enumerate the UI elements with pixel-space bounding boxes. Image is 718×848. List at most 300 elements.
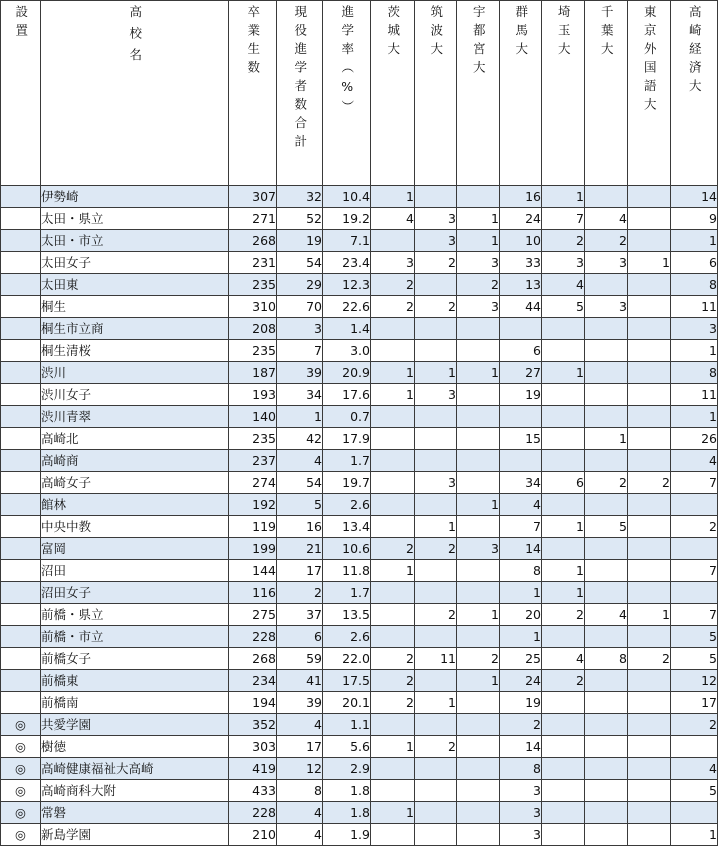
cell-tufs	[628, 274, 671, 296]
cell-ibaraki	[371, 626, 415, 648]
cell-total: 39	[277, 692, 323, 714]
cell-gunma: 8	[500, 758, 542, 780]
cell-total: 4	[277, 714, 323, 736]
cell-ibaraki: 2	[371, 538, 415, 560]
cell-rate: 20.9	[323, 362, 371, 384]
table-row	[1, 296, 718, 318]
col-header-total-text: 現役進学者数合計	[292, 5, 308, 153]
cell-total: 59	[277, 648, 323, 670]
cell-ibaraki: 2	[371, 648, 415, 670]
cell-gunma: 24	[500, 670, 542, 692]
cell-gunma: 4	[500, 494, 542, 516]
cell-chiba	[585, 494, 628, 516]
cell-utsunomiya: 1	[457, 494, 500, 516]
cell-ibaraki	[371, 516, 415, 538]
col-header-school-name	[41, 1, 229, 186]
cell-tufs	[628, 538, 671, 560]
cell-setchi	[1, 362, 41, 384]
cell-rate: 2.9	[323, 758, 371, 780]
cell-school-name: 前橋女子	[41, 648, 229, 670]
cell-graduates: 310	[229, 296, 277, 318]
cell-tufs	[628, 384, 671, 406]
cell-setchi	[1, 406, 41, 428]
cell-total: 4	[277, 824, 323, 846]
cell-tufs	[628, 406, 671, 428]
cell-saitama: 4	[542, 648, 585, 670]
cell-saitama	[542, 450, 585, 472]
cell-saitama	[542, 384, 585, 406]
cell-setchi: ◎	[1, 824, 41, 846]
cell-setchi	[1, 340, 41, 362]
cell-school-name: 渋川青翠	[41, 406, 229, 428]
col-header-tufs	[628, 1, 671, 186]
col-header-setchi	[1, 1, 41, 186]
cell-utsunomiya	[457, 428, 500, 450]
cell-total: 3	[277, 318, 323, 340]
cell-total: 2	[277, 582, 323, 604]
cell-tufs	[628, 758, 671, 780]
cell-saitama: 6	[542, 472, 585, 494]
cell-gunma: 8	[500, 560, 542, 582]
cell-utsunomiya	[457, 186, 500, 208]
cell-total: 34	[277, 384, 323, 406]
cell-rate: 1.4	[323, 318, 371, 340]
cell-graduates: 237	[229, 450, 277, 472]
cell-setchi	[1, 604, 41, 626]
cell-setchi: ◎	[1, 758, 41, 780]
cell-school-name: 高崎商科大附	[41, 780, 229, 802]
cell-school-name: 渋川女子	[41, 384, 229, 406]
cell-total: 29	[277, 274, 323, 296]
cell-gunma	[500, 318, 542, 340]
cell-graduates: 116	[229, 582, 277, 604]
cell-tsukuba	[415, 428, 457, 450]
cell-tufs	[628, 318, 671, 340]
cell-tsukuba	[415, 494, 457, 516]
cell-tufs	[628, 186, 671, 208]
cell-saitama: 4	[542, 274, 585, 296]
cell-ibaraki	[371, 230, 415, 252]
col-header-graduates-text: 卒業生数	[245, 5, 261, 79]
cell-chiba	[585, 560, 628, 582]
cell-ibaraki: 2	[371, 670, 415, 692]
cell-rate: 7.1	[323, 230, 371, 252]
cell-school-name: 渋川	[41, 362, 229, 384]
cell-total: 16	[277, 516, 323, 538]
table-row	[1, 802, 718, 824]
cell-utsunomiya	[457, 802, 500, 824]
cell-setchi	[1, 296, 41, 318]
col-header-chiba-text: 千葉大	[599, 5, 615, 61]
cell-chiba	[585, 186, 628, 208]
cell-utsunomiya: 1	[457, 670, 500, 692]
cell-tsukuba: 2	[415, 736, 457, 758]
cell-rate: 19.2	[323, 208, 371, 230]
cell-school-name: 新島学園	[41, 824, 229, 846]
cell-chiba	[585, 802, 628, 824]
cell-chiba: 8	[585, 648, 628, 670]
cell-graduates: 271	[229, 208, 277, 230]
cell-takasaki-keizai: 8	[671, 274, 718, 296]
cell-takasaki-keizai	[671, 582, 718, 604]
cell-ibaraki: 1	[371, 560, 415, 582]
cell-graduates: 268	[229, 230, 277, 252]
cell-setchi	[1, 560, 41, 582]
cell-setchi	[1, 318, 41, 340]
cell-rate: 20.1	[323, 692, 371, 714]
cell-graduates: 187	[229, 362, 277, 384]
cell-ibaraki	[371, 582, 415, 604]
cell-chiba: 1	[585, 428, 628, 450]
cell-ibaraki: 1	[371, 186, 415, 208]
cell-chiba: 3	[585, 252, 628, 274]
table-row	[1, 648, 718, 670]
cell-takasaki-keizai: 11	[671, 296, 718, 318]
table-row	[1, 318, 718, 340]
cell-tsukuba: 3	[415, 472, 457, 494]
cell-gunma: 34	[500, 472, 542, 494]
cell-setchi: ◎	[1, 714, 41, 736]
cell-ibaraki	[371, 780, 415, 802]
cell-total: 70	[277, 296, 323, 318]
cell-tufs	[628, 428, 671, 450]
cell-utsunomiya	[457, 824, 500, 846]
cell-total: 8	[277, 780, 323, 802]
cell-tsukuba	[415, 626, 457, 648]
cell-graduates: 192	[229, 494, 277, 516]
cell-rate: 3.0	[323, 340, 371, 362]
cell-gunma: 1	[500, 626, 542, 648]
table-row	[1, 692, 718, 714]
cell-takasaki-keizai	[671, 736, 718, 758]
cell-tufs	[628, 582, 671, 604]
cell-utsunomiya	[457, 780, 500, 802]
cell-ibaraki: 4	[371, 208, 415, 230]
cell-tsukuba	[415, 406, 457, 428]
table-row	[1, 714, 718, 736]
cell-saitama: 2	[542, 670, 585, 692]
cell-gunma: 15	[500, 428, 542, 450]
cell-setchi	[1, 428, 41, 450]
cell-ibaraki	[371, 406, 415, 428]
cell-tsukuba: 1	[415, 362, 457, 384]
cell-saitama: 2	[542, 230, 585, 252]
cell-gunma: 13	[500, 274, 542, 296]
cell-ibaraki	[371, 472, 415, 494]
col-header-rate	[323, 1, 371, 186]
cell-setchi	[1, 626, 41, 648]
col-header-total	[277, 1, 323, 186]
cell-utsunomiya	[457, 736, 500, 758]
cell-graduates: 307	[229, 186, 277, 208]
cell-ibaraki: 1	[371, 362, 415, 384]
col-header-chiba	[585, 1, 628, 186]
table-row	[1, 604, 718, 626]
cell-total: 52	[277, 208, 323, 230]
cell-tsukuba	[415, 340, 457, 362]
cell-chiba	[585, 736, 628, 758]
cell-utsunomiya: 3	[457, 538, 500, 560]
cell-setchi	[1, 230, 41, 252]
cell-tsukuba	[415, 186, 457, 208]
cell-gunma: 20	[500, 604, 542, 626]
cell-utsunomiya	[457, 516, 500, 538]
cell-graduates: 199	[229, 538, 277, 560]
table-row	[1, 560, 718, 582]
table-row	[1, 362, 718, 384]
cell-takasaki-keizai: 1	[671, 406, 718, 428]
cell-takasaki-keizai: 2	[671, 516, 718, 538]
cell-chiba	[585, 714, 628, 736]
cell-school-name: 桐生	[41, 296, 229, 318]
cell-chiba	[585, 384, 628, 406]
cell-tufs	[628, 692, 671, 714]
cell-ibaraki	[371, 714, 415, 736]
cell-graduates: 208	[229, 318, 277, 340]
cell-school-name: 富岡	[41, 538, 229, 560]
cell-utsunomiya: 2	[457, 648, 500, 670]
table-row	[1, 516, 718, 538]
cell-rate: 0.7	[323, 406, 371, 428]
cell-utsunomiya	[457, 560, 500, 582]
cell-saitama	[542, 692, 585, 714]
cell-saitama	[542, 802, 585, 824]
cell-tufs	[628, 626, 671, 648]
cell-tsukuba	[415, 714, 457, 736]
cell-tufs	[628, 736, 671, 758]
col-header-tsukuba-text: 筑波大	[428, 5, 444, 61]
cell-saitama	[542, 714, 585, 736]
cell-school-name: 前橋・県立	[41, 604, 229, 626]
cell-utsunomiya: 1	[457, 230, 500, 252]
cell-utsunomiya	[457, 406, 500, 428]
cell-chiba	[585, 318, 628, 340]
cell-chiba	[585, 670, 628, 692]
cell-graduates: 433	[229, 780, 277, 802]
cell-graduates: 228	[229, 626, 277, 648]
col-header-graduates	[229, 1, 277, 186]
cell-ibaraki	[371, 340, 415, 362]
cell-takasaki-keizai: 17	[671, 692, 718, 714]
cell-graduates: 231	[229, 252, 277, 274]
cell-total: 54	[277, 472, 323, 494]
cell-school-name: 樹徳	[41, 736, 229, 758]
cell-chiba	[585, 274, 628, 296]
cell-rate: 10.4	[323, 186, 371, 208]
cell-utsunomiya	[457, 384, 500, 406]
cell-school-name: 館林	[41, 494, 229, 516]
cell-setchi	[1, 582, 41, 604]
col-header-gunma-text: 群馬大	[513, 5, 529, 61]
cell-school-name: 沼田女子	[41, 582, 229, 604]
cell-chiba	[585, 406, 628, 428]
cell-tsukuba	[415, 274, 457, 296]
cell-saitama: 2	[542, 604, 585, 626]
cell-rate: 19.7	[323, 472, 371, 494]
cell-tufs	[628, 516, 671, 538]
cell-gunma: 25	[500, 648, 542, 670]
cell-total: 17	[277, 736, 323, 758]
cell-takasaki-keizai: 1	[671, 230, 718, 252]
cell-takasaki-keizai: 5	[671, 648, 718, 670]
cell-utsunomiya	[457, 714, 500, 736]
table-row	[1, 626, 718, 648]
cell-school-name: 高崎女子	[41, 472, 229, 494]
cell-ibaraki	[371, 450, 415, 472]
cell-utsunomiya	[457, 318, 500, 340]
cell-utsunomiya	[457, 692, 500, 714]
cell-saitama	[542, 736, 585, 758]
cell-setchi	[1, 538, 41, 560]
table-row	[1, 450, 718, 472]
cell-tsukuba: 3	[415, 230, 457, 252]
cell-total: 37	[277, 604, 323, 626]
cell-chiba	[585, 626, 628, 648]
cell-setchi	[1, 274, 41, 296]
table-row	[1, 472, 718, 494]
cell-takasaki-keizai: 7	[671, 560, 718, 582]
cell-setchi	[1, 670, 41, 692]
cell-school-name: 太田東	[41, 274, 229, 296]
cell-utsunomiya	[457, 472, 500, 494]
cell-school-name: 高崎商	[41, 450, 229, 472]
table-row	[1, 274, 718, 296]
cell-tsukuba: 1	[415, 692, 457, 714]
col-header-takasaki-keizai	[671, 1, 718, 186]
cell-utsunomiya: 1	[457, 604, 500, 626]
cell-gunma: 10	[500, 230, 542, 252]
cell-ibaraki	[371, 494, 415, 516]
table-row	[1, 670, 718, 692]
cell-utsunomiya	[457, 582, 500, 604]
cell-tsukuba	[415, 824, 457, 846]
cell-setchi: ◎	[1, 802, 41, 824]
cell-setchi	[1, 252, 41, 274]
table-row	[1, 340, 718, 362]
cell-chiba: 2	[585, 472, 628, 494]
cell-school-name: 前橋東	[41, 670, 229, 692]
cell-graduates: 274	[229, 472, 277, 494]
table-row	[1, 780, 718, 802]
cell-gunma: 24	[500, 208, 542, 230]
cell-rate: 1.9	[323, 824, 371, 846]
cell-setchi: ◎	[1, 736, 41, 758]
cell-total: 19	[277, 230, 323, 252]
cell-gunma: 44	[500, 296, 542, 318]
cell-rate: 17.5	[323, 670, 371, 692]
cell-total: 4	[277, 450, 323, 472]
cell-rate: 17.9	[323, 428, 371, 450]
cell-rate: 12.3	[323, 274, 371, 296]
cell-gunma: 6	[500, 340, 542, 362]
cell-gunma: 1	[500, 582, 542, 604]
cell-graduates: 140	[229, 406, 277, 428]
cell-saitama: 1	[542, 560, 585, 582]
cell-saitama	[542, 626, 585, 648]
cell-ibaraki: 2	[371, 296, 415, 318]
cell-total: 1	[277, 406, 323, 428]
cell-tsukuba	[415, 758, 457, 780]
header-row	[1, 1, 718, 186]
cell-takasaki-keizai: 4	[671, 758, 718, 780]
cell-total: 4	[277, 802, 323, 824]
cell-school-name: 太田・県立	[41, 208, 229, 230]
cell-graduates: 234	[229, 670, 277, 692]
cell-takasaki-keizai	[671, 494, 718, 516]
cell-tufs	[628, 560, 671, 582]
cell-graduates: 352	[229, 714, 277, 736]
col-header-saitama	[542, 1, 585, 186]
cell-rate: 22.0	[323, 648, 371, 670]
cell-saitama	[542, 780, 585, 802]
cell-school-name: 伊勢崎	[41, 186, 229, 208]
cell-saitama	[542, 340, 585, 362]
cell-total: 39	[277, 362, 323, 384]
cell-tsukuba: 2	[415, 252, 457, 274]
cell-utsunomiya: 3	[457, 252, 500, 274]
table-row	[1, 428, 718, 450]
cell-saitama	[542, 758, 585, 780]
cell-tufs: 1	[628, 604, 671, 626]
cell-school-name: 前橋・市立	[41, 626, 229, 648]
cell-gunma: 2	[500, 714, 542, 736]
cell-setchi	[1, 494, 41, 516]
cell-tufs	[628, 714, 671, 736]
cell-chiba: 5	[585, 516, 628, 538]
cell-takasaki-keizai	[671, 538, 718, 560]
cell-tufs	[628, 494, 671, 516]
cell-utsunomiya	[457, 758, 500, 780]
cell-graduates: 268	[229, 648, 277, 670]
cell-ibaraki	[371, 604, 415, 626]
cell-ibaraki	[371, 318, 415, 340]
cell-gunma: 3	[500, 780, 542, 802]
cell-saitama	[542, 318, 585, 340]
cell-utsunomiya	[457, 450, 500, 472]
cell-rate: 13.5	[323, 604, 371, 626]
cell-ibaraki	[371, 428, 415, 450]
cell-takasaki-keizai	[671, 802, 718, 824]
cell-school-name: 共愛学園	[41, 714, 229, 736]
cell-tufs	[628, 670, 671, 692]
cell-tufs	[628, 780, 671, 802]
cell-tsukuba: 3	[415, 384, 457, 406]
cell-graduates: 235	[229, 428, 277, 450]
cell-school-name: 常磐	[41, 802, 229, 824]
cell-total: 42	[277, 428, 323, 450]
cell-takasaki-keizai: 1	[671, 824, 718, 846]
cell-utsunomiya	[457, 626, 500, 648]
cell-tsukuba	[415, 670, 457, 692]
cell-graduates: 303	[229, 736, 277, 758]
cell-tufs	[628, 802, 671, 824]
cell-gunma: 16	[500, 186, 542, 208]
cell-utsunomiya: 1	[457, 208, 500, 230]
cell-school-name: 太田・市立	[41, 230, 229, 252]
cell-setchi	[1, 208, 41, 230]
cell-setchi	[1, 450, 41, 472]
cell-utsunomiya	[457, 340, 500, 362]
cell-graduates: 194	[229, 692, 277, 714]
cell-school-name: 前橋南	[41, 692, 229, 714]
cell-school-name: 桐生市立商	[41, 318, 229, 340]
cell-rate: 13.4	[323, 516, 371, 538]
cell-takasaki-keizai: 26	[671, 428, 718, 450]
cell-school-name: 太田女子	[41, 252, 229, 274]
cell-saitama: 1	[542, 186, 585, 208]
cell-chiba	[585, 758, 628, 780]
table-row	[1, 252, 718, 274]
